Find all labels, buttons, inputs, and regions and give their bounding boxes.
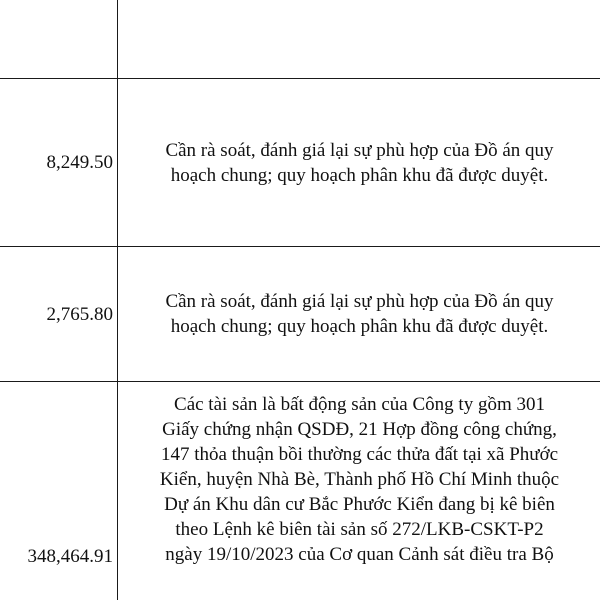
table-row — [0, 0, 600, 79]
table-row — [0, 382, 600, 600]
note-text — [124, 392, 595, 567]
area-cell: 8,249.50 — [0, 79, 118, 247]
note-text — [124, 289, 595, 339]
area-cell: 2,765.80 — [0, 247, 118, 382]
note-line: theo Lệnh kê biên tài sản số 272/LKB-CSKT-P2 — [175, 519, 544, 540]
note-cell — [118, 0, 600, 79]
note-line: 147 thỏa thuận bồi thường các thửa đất tại xã Phước — [160, 444, 559, 465]
note-line: Dự án Khu dân cư Bắc Phước Kiển đang bị kê biên — [164, 494, 555, 515]
note-cell — [118, 382, 600, 600]
note-line: Giấy chứng nhận QSDĐ, 21 Hợp đồng công chứng, — [162, 419, 557, 440]
table-row — [0, 79, 600, 247]
table-row — [0, 247, 600, 382]
note-line: Cần rà soát, đánh giá lại sự phù hợp của Đồ án quy — [165, 139, 554, 161]
note-line: ngày 19/10/2023 của Cơ quan Cảnh sát điều tra Bộ — [165, 544, 554, 565]
note-line: Các tài sản là bất động sản của Công ty gồm 301 — [174, 394, 545, 415]
note-text — [124, 138, 595, 188]
area-cell — [0, 0, 118, 79]
note-line: Kiển, huyện Nhà Bè, Thành phố Hồ Chí Minh thuộc — [159, 469, 560, 490]
note-cell — [118, 79, 600, 247]
note-line: Cần rà soát, đánh giá lại sự phù hợp của Đồ án quy — [165, 291, 554, 312]
note-cell — [118, 247, 600, 382]
note-line: hoạch chung; quy hoạch phân khu đã được duyệt. — [170, 316, 549, 337]
note-line: hoạch chung; quy hoạch phân khu đã được duyệt. — [170, 164, 549, 186]
area-cell: 348,464.91 — [0, 382, 118, 600]
